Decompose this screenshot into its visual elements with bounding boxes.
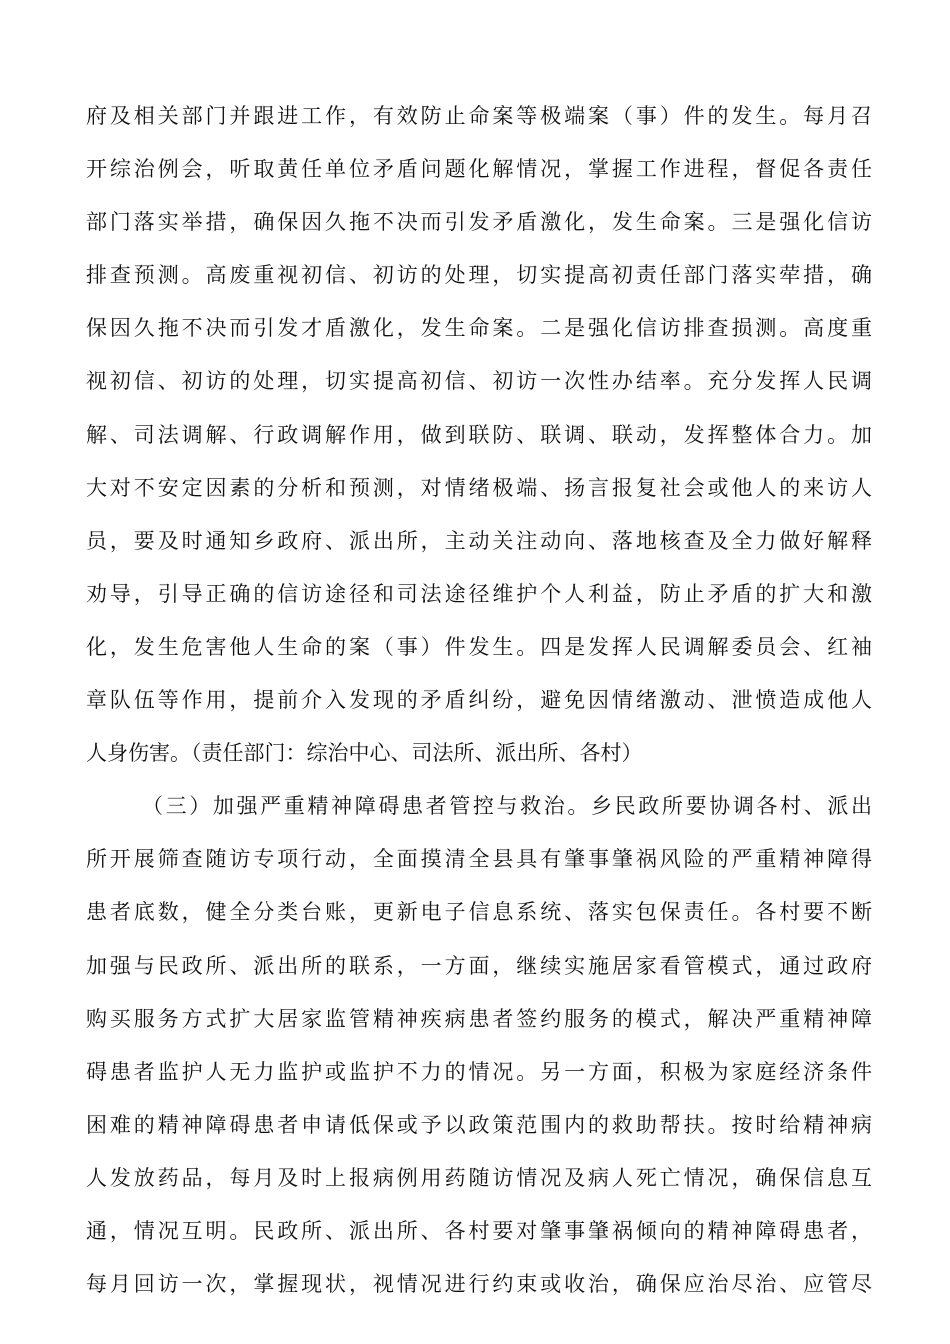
paragraph-line-19: 碍患者监护人无力监护或监护不力的情况。另一方面，积极为家庭经济条件 (86, 1059, 872, 1084)
paragraph-line-2: 开综治例会，听取黄任单位矛盾问题化解情况，掌握工作进程，督促各责任 (86, 157, 872, 182)
paragraph-line-13: 人身伤害。（责任部门：综治中心、司法所、派出所、各村） (86, 741, 643, 766)
paragraph-line-17: 加强与民政所、派出所的联系，一方面，继续实施居家看管模式，通过政府 (86, 953, 872, 978)
paragraph-line-12: 章队伍等作用，提前介入发现的矛盾纠纷，避免因情绪激动、泄愤造成他人 (86, 688, 872, 713)
paragraph-line-9: 员，要及时通知乡政府、派出所，主动关注动向、落地核查及全力做好解释 (86, 528, 872, 553)
paragraph-line-7: 解、司法调解、行政调解作用，做到联防、联调、联动，发挥整体合力。加 (86, 422, 872, 447)
paragraph-line-10: 劝导，引导正确的信访途径和司法途径维护个人利益，防止矛盾的扩大和激 (86, 581, 872, 606)
paragraph-line-16: 患者底数，健全分类台账，更新电子信息系统、落实包保责任。各村要不断 (86, 900, 872, 925)
paragraph-line-20: 困难的精神障碍患者申请低保或予以政策范围内的救助帮扶。按时给精神病 (86, 1112, 872, 1137)
paragraph-line-23: 每月回访一次，掌握现状，视情况进行约束或收治，确保应治尽治、应管尽 (86, 1272, 872, 1297)
paragraph-line-11: 化，发生危害他人生命的案（事）件发生。四是发挥人民调解委员会、红袖 (86, 634, 872, 659)
paragraph-line-22: 通，情况互明。民政所、派出所、各村要对肇事肇祸倾向的精神障碍患者， (86, 1218, 872, 1243)
paragraph-line-6: 视初信、初访的处理，切实提高初信、初访一次性办结率。充分发挥人民调 (86, 369, 872, 394)
body-text (86, 90, 872, 1311)
paragraph-line-15: 所开展筛查随访专项行动，全面摸清全县具有肇事肇祸风险的严重精神障得 (86, 847, 872, 872)
section-heading-line: （三）加强严重精神障碍患者管控与救治。乡民政所要协调各村、派出 (142, 794, 872, 819)
paragraph-line-4: 排查预测。高废重视初信、初访的处理，切实提高初责任部门落实荦措，确 (86, 263, 872, 288)
paragraph-line-1: 府及相关部门并跟进工作，有效防止命案等极端案（事）件的发生。每月召 (86, 104, 872, 128)
paragraph-line-5: 保因久拖不决而引发才盾激化，发生命案。二是强化信访排查损测。高度重 (86, 316, 872, 341)
paragraph-line-8: 大对不安定因素的分析和预测，对情绪极端、扬言报复社会或他人的来访人 (86, 475, 872, 500)
paragraph-line-21: 人发放药品，每月及时上报病例用药随访情况及病人死亡情况，确保信息互 (86, 1165, 872, 1190)
paragraph-line-18: 购买服务方式扩大居家监管精神疾病患者签约服务的模式，解决严重精神障 (86, 1006, 872, 1031)
paragraph-line-3: 部门落实举措，确保因久拖不决而引发矛盾激化，发生命案。三是强化信访 (86, 210, 872, 235)
